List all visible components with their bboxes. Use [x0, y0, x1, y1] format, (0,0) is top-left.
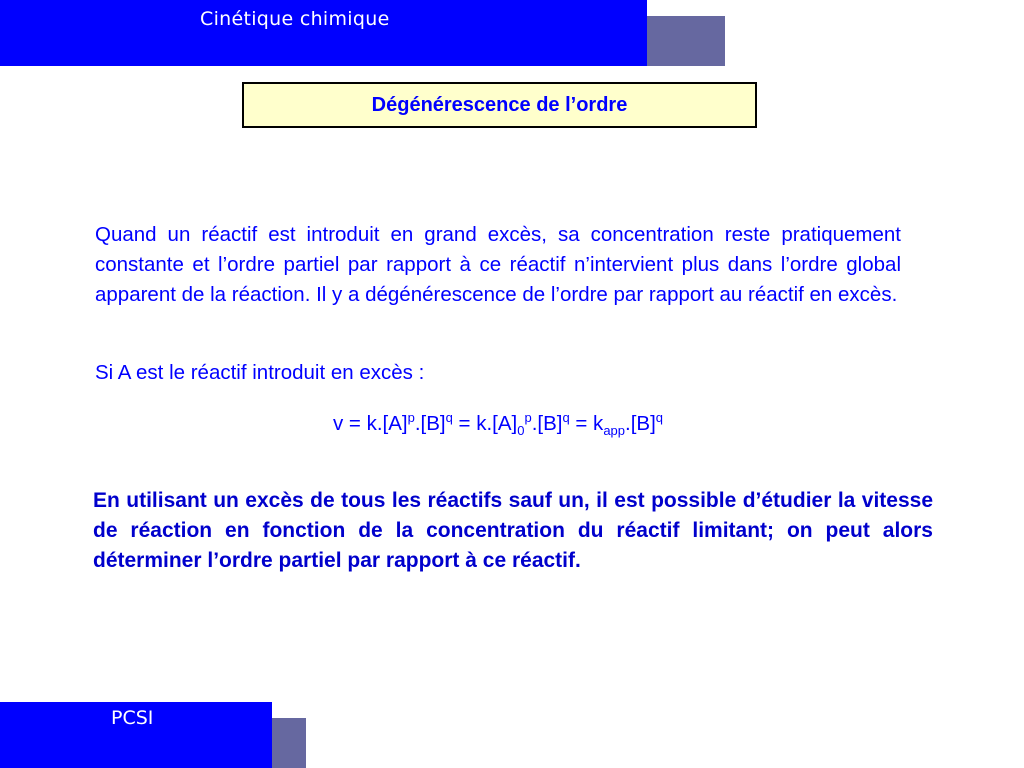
header-accent-block [647, 16, 725, 66]
conclusion-paragraph: En utilisant un excès de tous les réactifs sauf un, il est possible d’étudier la vitesse de réaction en fonction de la concentration du réactif limitant; on peut alors déterminer l’ordre partiel par rapport à ce réactif. [93, 489, 933, 572]
intro-line: Si A est le réactif introduit en excès : [95, 361, 425, 384]
body-paragraph: Quand un réactif est introduit en grand excès, sa concentration reste pratiquement constante et l’ordre partiel par rapport à ce réactif n’intervient plus dans l’ordre global apparent de la réaction. Il y a dégénérescence de l’ordre par rapport au réactif en excès. [95, 223, 901, 306]
header-title: Cinétique chimique [200, 8, 390, 30]
slide-title: Dégénérescence de l’ordre [242, 82, 757, 128]
footer-accent-block [272, 718, 306, 768]
footer-label: PCSI [111, 707, 154, 729]
rate-formula: $v = k.[A]^p.[B]^q = k.[A]_0^p.[B]^q = k_{app}.[B]^q$ [332, 410, 664, 438]
